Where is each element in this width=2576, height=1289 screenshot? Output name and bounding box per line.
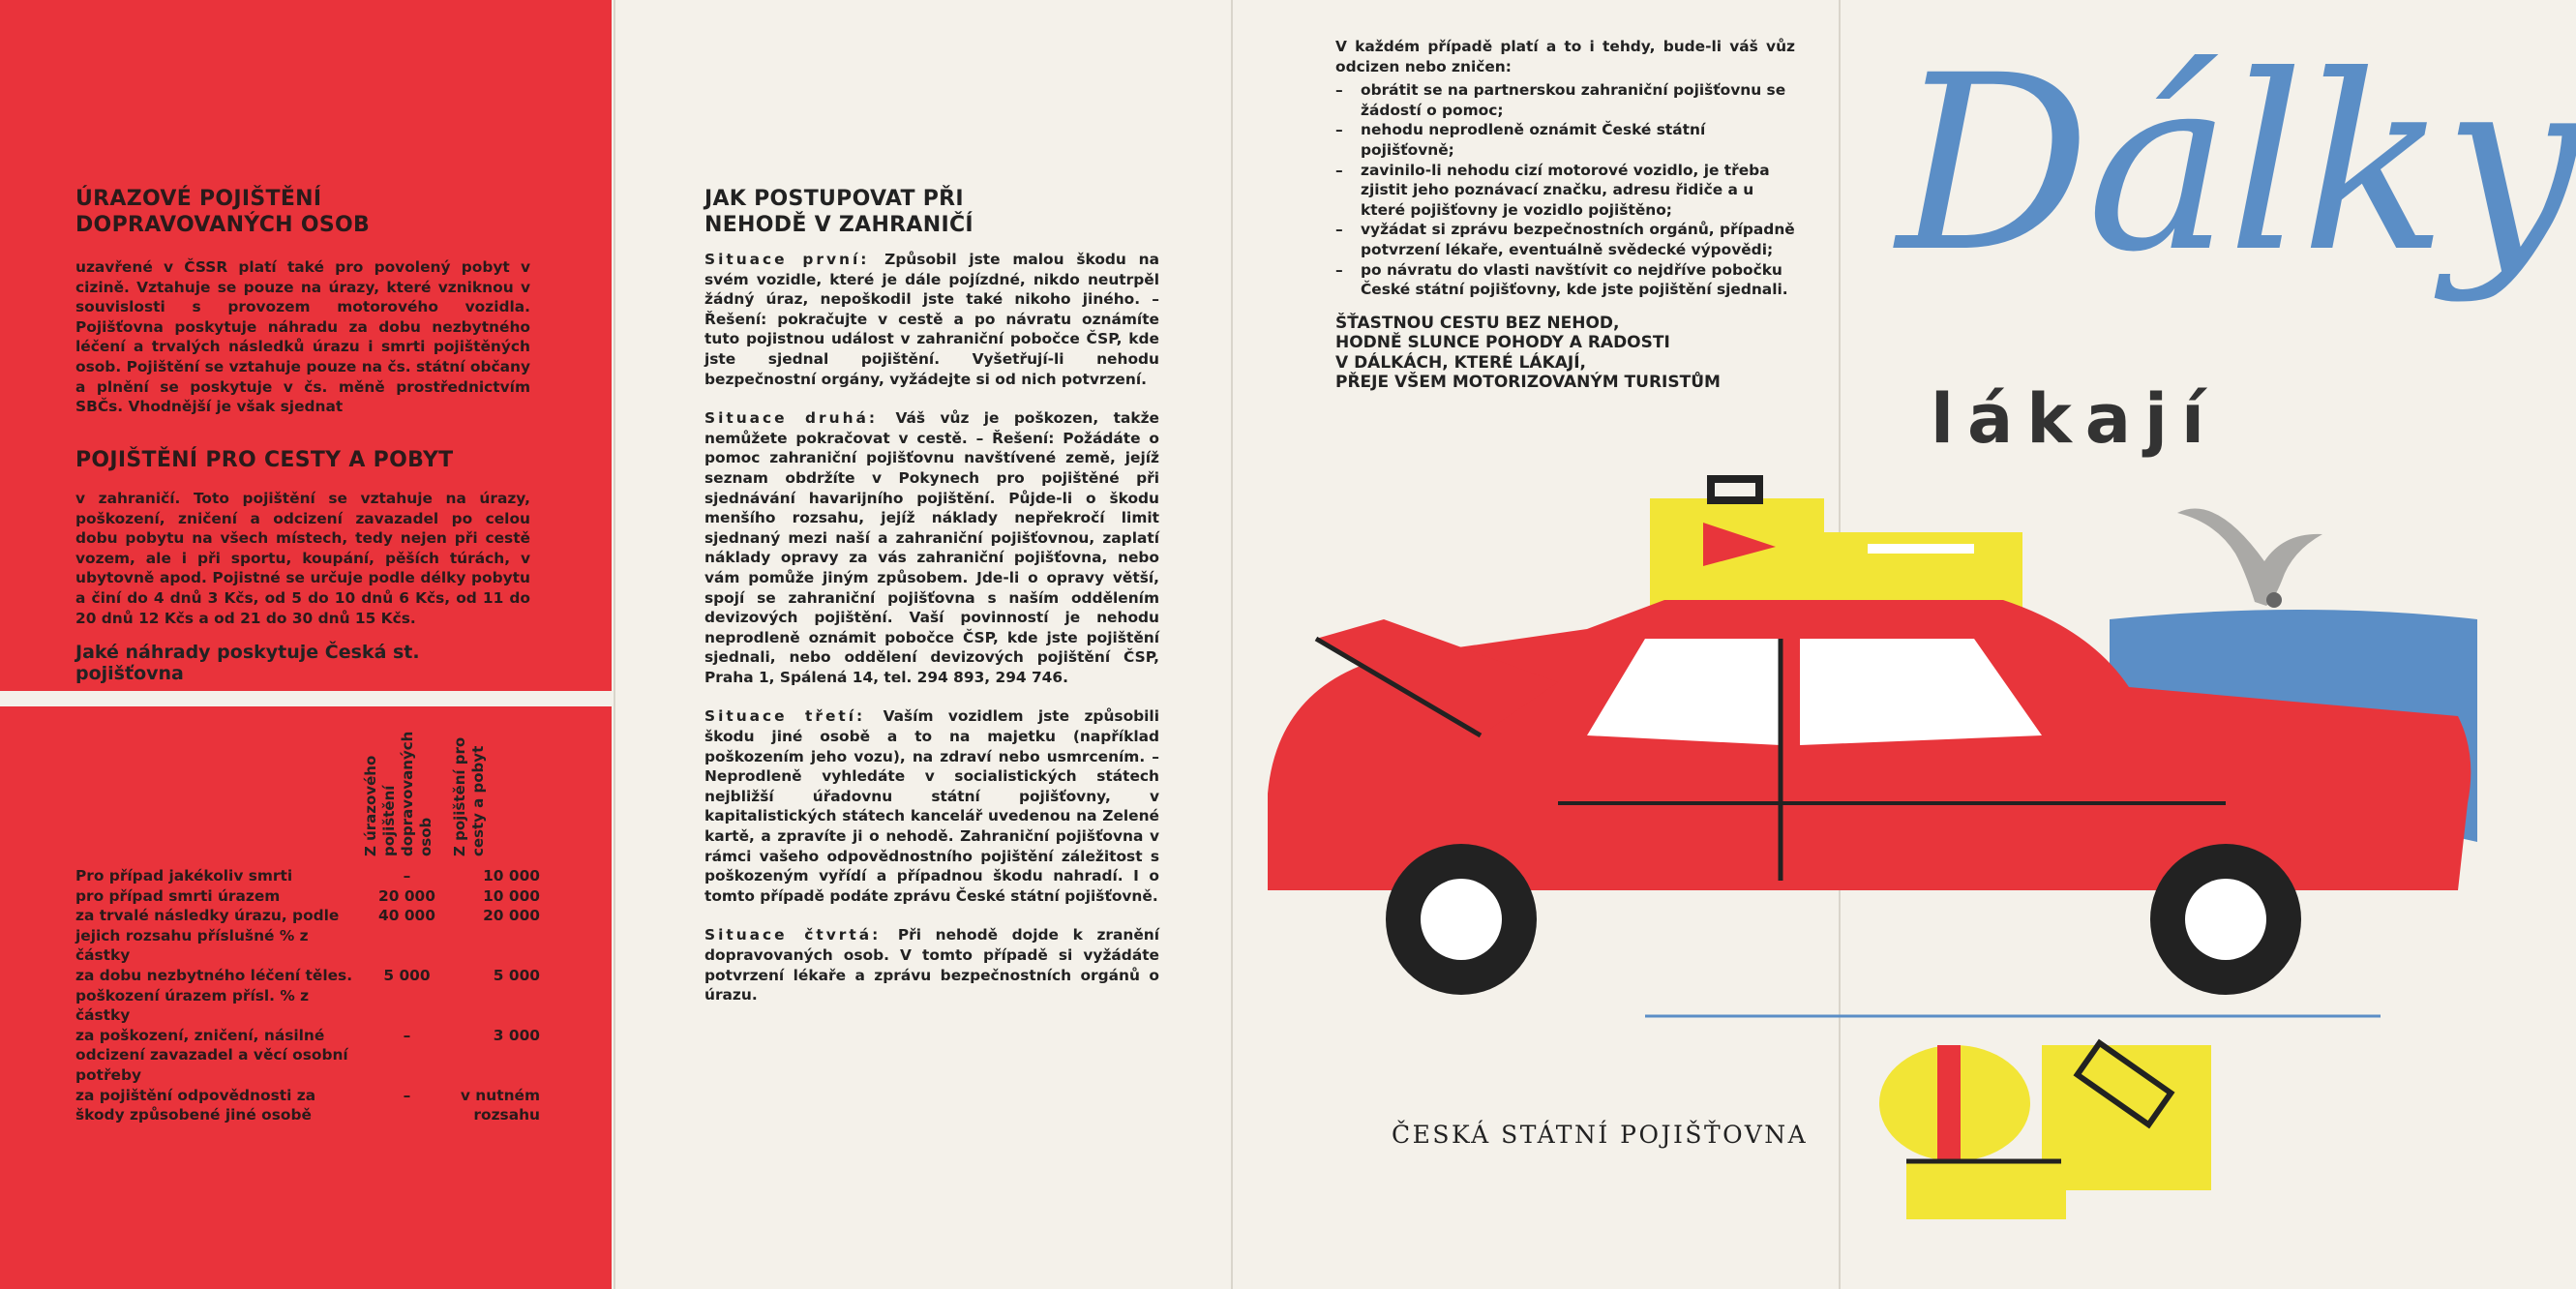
section2-title: POJIŠTĚNÍ PRO CESTY A POBYT xyxy=(75,448,454,472)
situation-label: Situace druhá: xyxy=(704,409,896,428)
situation-paragraph xyxy=(704,925,1159,1004)
row-value-col1: 20 000 xyxy=(378,886,435,905)
row-value-col1: – xyxy=(403,1026,411,1044)
situation-label: Situace čtvrtá: xyxy=(704,926,898,944)
fold-line xyxy=(614,0,615,1289)
row-value-col2: 10 000 xyxy=(483,886,540,905)
list-item: – nehodu neprodleně oznámit České státní pojišťovně; xyxy=(1335,120,1795,160)
row-value-col1: 40 000 xyxy=(378,907,435,925)
closing-line: HODNĚ SLUNCE POHODY A RADOSTI xyxy=(1335,333,1670,353)
situation-text: Váš vůz je poškozen, takže nemůžete pokračovat v cestě. – Řešení: Požádáte o pomoc zahraniční pojišťovnu navštívené země, jejíž seznam obdržíte v Pokynech pro pojištěné při sjednávání havarijního pojištění. Půjde-li o škodu menšího rozsahu, jejíž náklady nepřekročí limit sjednaný mezi naší a zahraniční pojišťovnou, zaplatí náklady opravy za vás zahraniční pojišťovna, nebo vám pomůže jiným způsobem. Jde-li o opravy větší, spojí se zahraniční pojišťovna s naším oddělením devizových pojištění. Vaší povinností je nehodu neprodleně oznámit pobočce ČSP, kde jste pojištění sjednali, nebo oddělení devizových pojištění ČSP, Praha 1, Spálená 14, tel. 294 893, 294 746. xyxy=(704,409,1159,686)
seagull-icon xyxy=(2177,509,2322,608)
row-label: za poškození, zničení, násilné odcizení zavazadel a věcí osobní potřeby xyxy=(75,1026,348,1084)
table-row xyxy=(75,966,540,1026)
advice-list xyxy=(1335,80,1795,300)
section1-text: uzavřené v ČSSR platí také pro povolený pobyt v cizině. Vztahuje se pouze na úrazy, které vzniknou v souvislosti s provozem motorového vozidla. Pojišťovna poskytuje náhradu za dobu nezbytného léčení a trvalých následků úrazu i smrti pojištěných osob. Pojištění se vztahuje pouze na čs. státní občany a plnění se poskytuje v čs. měně prostřednictvím SBČs. Vhodnější je však sjednat xyxy=(75,258,530,416)
situations-list xyxy=(704,250,1159,1005)
section2-text: v zahraničí. Toto pojištění se vztahuje na úrazy, poškození, zničení a odcizení zavazadel po celou dobu pobytu na všech místech, tedy nejen při cestě vozem, ale i při sportu, koupání, pěších túrách, v ubytovně apod. Pojistné se určuje podle délky pobytu a činí do 4 dnů 3 Kčs, od 5 do 10 dnů 6 Kčs, od 11 do 20 dnů 12 Kčs a od 21 do 30 dnů 15 Kčs. xyxy=(75,490,530,627)
situation-text: Vaším vozidlem jste způsobili škodu jiné osobě a to na majetku (například poškozením jeho vozu), na zdraví nebo usmrcením. – Neprodleně vyhledáte v socialistických státech nejbližší úřadovnu státní pojišťovny, v kapitalistických státech kancelář uvedenou na Zelené kartě, a zpravíte ji o nehodě. Zahraniční pojišťovna v rámci vašeho odpovědnostního pojištění záležitost s poškozeným vyřídí a případnou škodu nahradí. I o tomto případě podáte zprávu České státní pojišťovně. xyxy=(704,707,1159,905)
car-illustration xyxy=(1239,474,2477,1268)
closing-message xyxy=(1335,314,1795,393)
luggage-case xyxy=(2042,1045,2211,1190)
row-value-col2: v nutném rozsahu xyxy=(460,1086,540,1124)
situation-text: Způsobil jste malou škodu na svém vozidle, které je dále pojízdné, nikdo neutrpěl žádný úraz, nepoškodil jste také nikoho jiného. – Řešení: pokračujte v cestě a po návratu oznámíte tuto pojistnou událost v zahraniční pobočce ČSP, kde jste sjednal pojištění. Vyšetřují-li nehodu bezpečnostní orgány, vyžádejte si od nich potvrzení. xyxy=(704,251,1159,388)
fold-line xyxy=(1231,0,1233,1289)
row-value-col2: 10 000 xyxy=(483,867,540,884)
list-item: – obrátit se na partnerskou zahraniční pojišťovnu se žádostí o pomoc; xyxy=(1335,80,1795,120)
table-row xyxy=(75,1086,540,1125)
publisher-name: ČESKÁ STÁTNÍ POJIŠŤOVNA xyxy=(1392,1121,1809,1149)
situation-paragraph xyxy=(704,408,1159,687)
row-label: za trvalé následky úrazu, podle jejich rozsahu příslušné % z částky xyxy=(75,907,340,965)
panel1-section1 xyxy=(75,186,530,417)
title-dalky: Dálky xyxy=(1897,23,2576,305)
table-row xyxy=(75,886,540,907)
situation-paragraph xyxy=(704,706,1159,906)
situation-label: Situace třetí: xyxy=(704,707,884,726)
closing-line: ŠŤASTNOU CESTU BEZ NEHOD, xyxy=(1335,313,1620,333)
row-label: pro případ smrti úrazem xyxy=(75,886,281,905)
table-row xyxy=(75,866,540,886)
row-value-col2: 20 000 xyxy=(483,907,540,925)
situation-paragraph xyxy=(704,250,1159,389)
situation-text: Při nehodě dojde k zranění dopravovaných osob. V tomto případě si vyžádáte potvrzení lékaře a zprávu bezpečnostních orgánů o úrazu. xyxy=(704,926,1160,1004)
row-value-col2: 3 000 xyxy=(493,1026,540,1044)
panel3-intro: V každém případě platí a to i tehdy, bude-li váš vůz odcizen nebo zničen: xyxy=(1335,38,1795,75)
row-value-col2: 5 000 xyxy=(493,966,540,984)
table-row xyxy=(75,906,540,966)
list-item: – vyžádat si zprávu bezpečnostních orgánů, případně potvrzení lékaře, eventuálně svědecké výpovědi; xyxy=(1335,220,1795,259)
benefits-table-area xyxy=(75,721,540,1125)
benefits-table xyxy=(75,866,540,1125)
row-value-col1: – xyxy=(403,1086,411,1104)
list-item: – zavinilo-li nehodu cizí motorové vozidlo, je třeba zjistit jeho poznávací značku, adresu řidiče a u které pojišťovny je vozidlo pojištěno; xyxy=(1335,161,1795,221)
closing-line: V DÁLKÁCH, KTERÉ LÁKAJÍ, xyxy=(1335,352,1587,373)
col1-header: Z úrazového pojištění dopravovaných osob xyxy=(362,731,434,856)
luggage-flat xyxy=(1906,1161,2066,1219)
row-value-col1: – xyxy=(403,867,411,884)
row-value-col1: 5 000 xyxy=(383,966,431,984)
section1-title: ÚRAZOVÉ POJIŠTĚNÍ DOPRAVOVANÝCH OSOB xyxy=(75,187,371,237)
panel2-title: JAK POSTUPOVAT PŘI NEHODĚ V ZAHRANIČÍ xyxy=(704,187,973,237)
benefits-question: Jaké náhrady poskytuje Česká st. pojišťovna xyxy=(75,642,420,685)
closing-line: PŘEJE VŠEM MOTORIZOVANÝM TURISTŮM xyxy=(1335,373,1721,393)
list-item: – po návratu do vlasti navštívit co nejdříve pobočku České státní pojišťovny, kde jste pojištění sjednali. xyxy=(1335,260,1795,300)
title-lakaji: lákají xyxy=(1931,379,2219,459)
col2-header: Z pojištění pro cesty a pobyt xyxy=(451,736,487,856)
panel3-text xyxy=(1335,37,1795,393)
row-label: za pojištění odpovědnosti za škody způsobené jiné osobě xyxy=(75,1086,316,1124)
table-row xyxy=(75,1026,540,1086)
row-label: za dobu nezbytného léčení těles. poškození úrazem přísl. % z částky xyxy=(75,966,353,1025)
panel2 xyxy=(704,186,1159,1025)
situation-label: Situace první: xyxy=(704,251,885,268)
row-label: Pro případ jakékoliv smrti xyxy=(75,867,293,884)
panel1-section2 xyxy=(75,447,530,684)
